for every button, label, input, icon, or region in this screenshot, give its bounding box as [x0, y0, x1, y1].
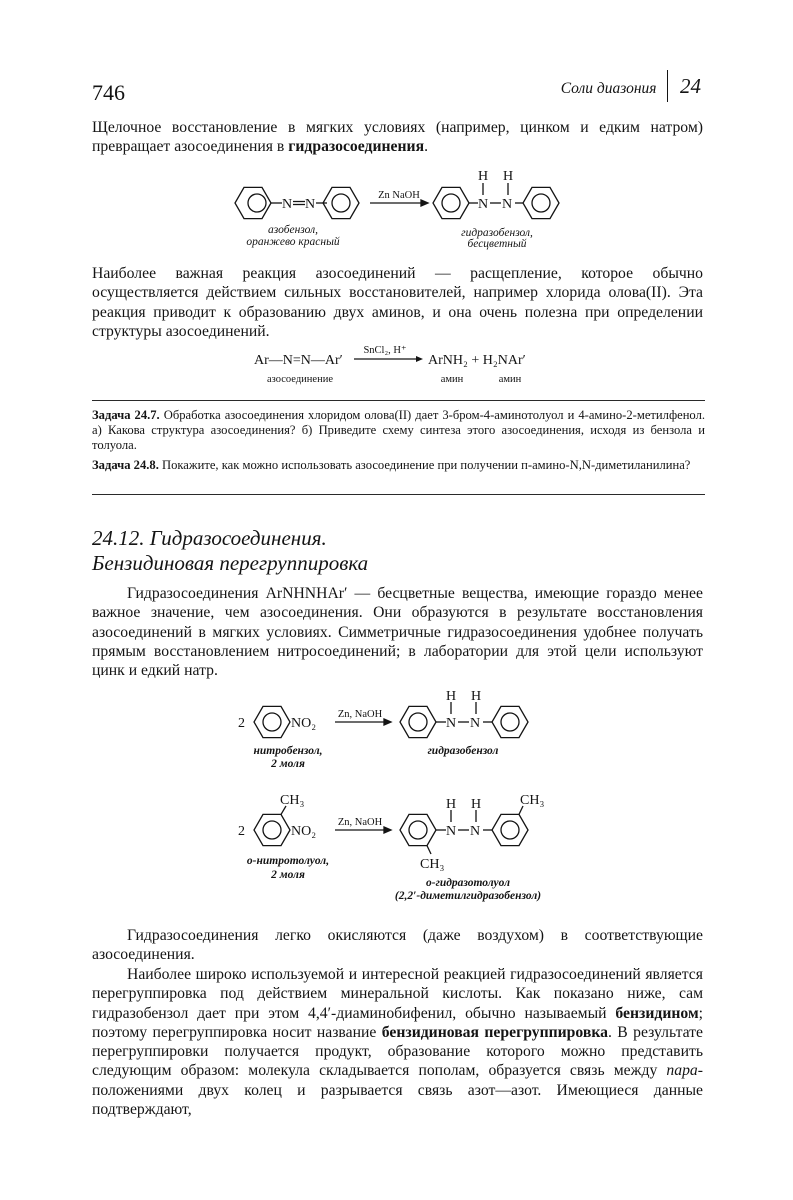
- problem-24-8: [92, 458, 705, 473]
- divider-bottom: [92, 494, 705, 495]
- term-benzidine: бензидином: [615, 1004, 699, 1022]
- label-o-nitrotoluene: о-нитротолуол,: [246, 855, 330, 867]
- label-amine: амин: [498, 374, 522, 385]
- reagent-label: Zn, NaOH: [337, 817, 383, 828]
- label-amine: амин: [440, 374, 464, 385]
- page-number: 746: [92, 80, 125, 105]
- problem-label: Задача 24.7.: [92, 408, 160, 422]
- term-benzidine-rearrangement: бензидиновая перегруппировка: [381, 1023, 608, 1041]
- h-atom: H: [503, 169, 514, 184]
- label-hydrazobenzene: гидразобензол: [427, 745, 499, 757]
- no2-group: NO₂: [291, 716, 317, 731]
- scheme-nitrotoluene-reduction: [232, 788, 572, 904]
- h-atom: H: [471, 689, 482, 704]
- h-atom: H: [471, 797, 482, 812]
- reagent-label: Zn NaOH: [378, 190, 420, 201]
- label-2-moles: 2 моля: [271, 869, 305, 881]
- paragraph-oxidation: Гидразосоединения легко окисляются (даже воздухом) в соответствующие азосоединения.: [92, 927, 703, 964]
- products-formula: ArNH₂ + H₂NAr′: [428, 353, 526, 368]
- label-o-hydrazotoluene: о-гидразотолуол: [426, 877, 510, 889]
- label-colorless: бесцветный: [467, 238, 527, 250]
- coefficient: 2: [238, 824, 245, 839]
- n-atom: N: [282, 197, 293, 212]
- h-atom: H: [446, 689, 457, 704]
- ch3-group: CH₃: [520, 793, 545, 808]
- reagent-label: Zn, NaOH: [337, 709, 383, 720]
- label-dimethylhydrazobenzene: (2,2′-диметилгидразобензол): [394, 890, 542, 902]
- section-title-line1: 24.12. Гидразосоединения.: [92, 526, 327, 550]
- coefficient: 2: [238, 716, 245, 731]
- running-title: Соли диазония: [560, 80, 657, 97]
- section-title-line2: Бензидиновая перегруппировка: [92, 551, 369, 575]
- n-atom: N: [305, 197, 316, 212]
- benzidine-text: ; поэтому перегруппировка носит название: [92, 1004, 703, 1041]
- ch3-group: CH₃: [280, 793, 305, 808]
- n-atom: N: [470, 824, 481, 839]
- scheme-azobenzene-reduction: [225, 166, 585, 250]
- label-azo-compound: азосоединение: [267, 374, 333, 385]
- n-atom: N: [470, 716, 481, 731]
- problem-text: Покажите, как можно использовать азосоединение при получении п-амино-N,N-диметиланилина?: [158, 458, 691, 472]
- intro-text: Щелочное восстановление в мягких условиях (например, цинком и едким натром) превращает азосоединения в: [92, 119, 703, 156]
- label-orange-red: оранжево красный: [246, 236, 340, 248]
- ch3-group: CH₃: [420, 857, 445, 872]
- section-title: [92, 526, 368, 576]
- problem-24-7: [92, 408, 705, 454]
- n-atom: N: [502, 197, 513, 212]
- n-atom: N: [478, 197, 489, 212]
- n-atom: N: [446, 824, 457, 839]
- h-atom: H: [478, 169, 489, 184]
- n-atom: N: [446, 716, 457, 731]
- label-nitrobenzene: нитробензол,: [253, 745, 323, 757]
- paragraph-cleavage: Наиболее важная реакция азосоединений — расщепление, которое обычно осуществляется действием сильных восстановителей, например хлорида олова(II). Эта реакция приводит к образованию двух аминов, и она очень полезна при определении структуры азосоединений.: [92, 265, 703, 340]
- no2-group: NO₂: [291, 824, 317, 839]
- reagent-label: SnCl₂, H⁺: [363, 345, 407, 356]
- h-atom: H: [446, 797, 457, 812]
- benzidine-text: Наиболее широко используемой и интересной реакцией гидразосоединений является перегруппировка под действием минеральной кислоты. Как показано ниже, сам гидразобензол дает при этом 4,4′-диаминобифенил, обычно называемый: [92, 966, 703, 1022]
- benzidine-text: . В результате перегруппировки получается продукт, образование которого можно представить следующим образом: молекула складывается пополам, образуется связь между: [92, 1023, 703, 1080]
- intro-paragraph: [92, 118, 703, 157]
- paragraph-hydrazo-intro: Гидразосоединения ArNHNHAr′ — бесцветные вещества, имеющие гораздо менее важное значение, чем азосоединения. Они образуются в результате восстановления азосоединений в мягких условиях. Симметричные гидразосоединения удобнее получать прямым восстановлением нитросоединений; в лаборатории для этой цели используют цинк и едкий натр.: [92, 585, 703, 680]
- paragraph-benzidine: [92, 965, 703, 1119]
- intro-end: .: [424, 138, 428, 156]
- intro-emphasis: гидразосоединения: [288, 138, 425, 156]
- scheme-nitrobenzene-reduction: [232, 690, 552, 772]
- divider-top: [92, 400, 705, 401]
- label-2-moles: 2 моля: [271, 758, 305, 770]
- running-head: [561, 70, 701, 102]
- problem-label: Задача 24.8.: [92, 458, 159, 472]
- benzidine-text: -положениями двух колец и разрывается связь азот—азот. Имеющиеся данные подтверждают,: [92, 1062, 703, 1119]
- label-azobenzene: азобензол,: [268, 224, 318, 236]
- problem-text: Обработка азосоединения хлоридом олова(II) дает 3-бром-4-аминотолуол и 4-амино-2-метилфенол. а) Какова структура азосоединения? б) Приведите схему синтеза этого азосоединения, исходя из бензола и толуола.: [92, 408, 705, 453]
- chapter-number: 24: [680, 73, 701, 98]
- label-hydrazobenzene: гидразобензол,: [461, 227, 533, 239]
- scheme-cleavage: [250, 338, 570, 388]
- reactant-formula: Ar—N=N—Ar′: [254, 353, 343, 368]
- term-para: пара: [666, 1062, 698, 1080]
